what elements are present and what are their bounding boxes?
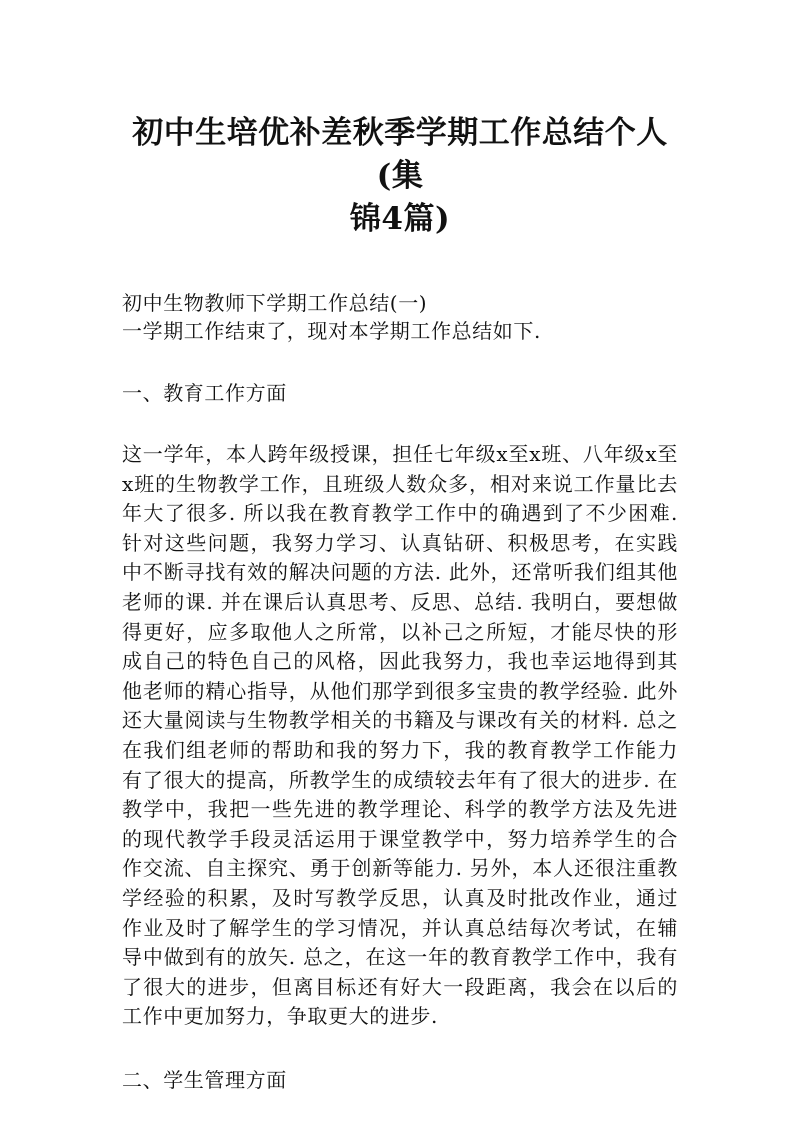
document-title (122, 112, 678, 241)
document-title-line-2: 锦4篇) (349, 201, 451, 237)
intro-paragraph: 一学期工作结束了，现对本学期工作总结如下. (122, 319, 541, 343)
document-title-line-1: 初中生培优补差秋季学期工作总结个人(集 (132, 115, 668, 194)
section-heading-education: 一、教育工作方面 (122, 381, 287, 405)
section-body-education: 这一学年，本人跨年级授课，担任七年级x至x班、八年级x至x班的生物教学工作，且班级人数众多，相对来说工作量比去年大了很多. 所以我在教育教学工作中的确遇到了不少困难. 针对这些问题，我努力学习、认真钻研、积极思考，在实践中不断寻找有效的解决问题的方法. 此外，还常听我们组其他老师的课. 并在课后认真思考、反思、总结. 我明白，要想做得更好，应多取他人之所常，以补己之所短，才能尽快的形成自己的特色自己的风格，因此我努力，我也幸运地得到其他老师的精心指导，从他们那学到很多宝贵的教学经验. 此外还大量阅读与生物教学相关的书籍及与课改有关的材料. 总之在我们组老师的帮助和我的努力下，我的教育教学工作能力有了很大的提高，所教学生的成绩较去年有了很大的进步. 在教学中，我把一些先进的教学理论、科学的教学方法及先进的现代教学手段灵活运用于课堂教学中，努力培养学生的合作交流、自主探究、勇于创新等能力. 另外，本人还很注重教学经验的积累，及时写教学反思，认真及时批改作业，通过作业及时了解学生的学习情况，并认真总结每次考试，在辅导中做到有的放矢. 总之，在这一年的教育教学工作中，我有了很大的进步，但离目标还有好大一段距离，我会在以后的工作中更加努力，争取更大的进步. (122, 442, 678, 1029)
section-heading-student-management: 二、学生管理方面 (122, 1067, 287, 1092)
document-subtitle: 初中生物教师下学期工作总结(一) (122, 291, 428, 315)
